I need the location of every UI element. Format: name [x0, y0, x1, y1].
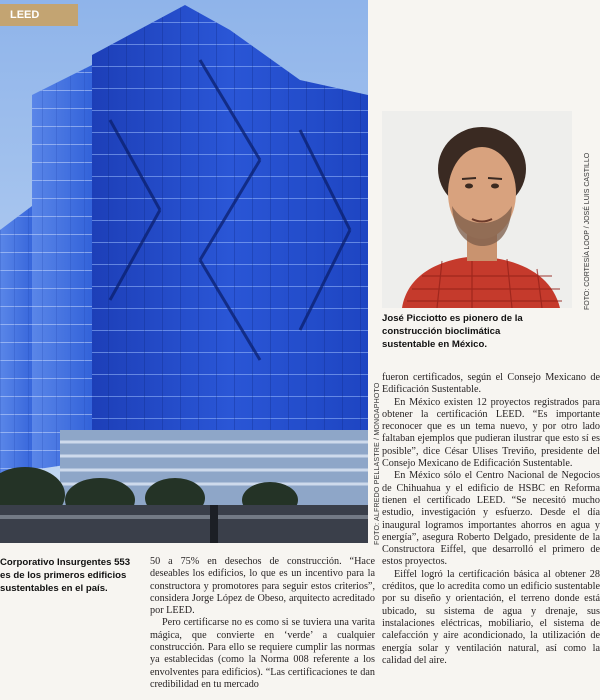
- paragraph: Eiffel logró la certificación básica al obtener 28 créditos, que lo acredita como un edificio sustentable por su diseño y orientación, el terreno donde está ubicado, su sistema de agua y drenaje, sus instalaciones eléctricas, mobiliario, el sistema de calefacción y aire acondicionado, la utilización de energía solar y ventilación natural, así como la calidad del aire.: [382, 568, 600, 666]
- building-illustration: [0, 0, 368, 543]
- paragraph: 50 a 75% en desechos de construcción. “Hace deseables los edificios, lo que es un incentivo para la constructora y promotores para seguir estos criterios”, considera Jorge López de Obeso, arquitecto acreditado por LEED.: [150, 556, 375, 617]
- portrait-illustration: [382, 111, 572, 308]
- paragraph: fueron certificados, según el Consejo Mexicano de Edificación Sustentable.: [382, 372, 600, 396]
- photo-credit-portrait: [574, 152, 591, 310]
- photo-credit-main-text: FOTO: ALFREDO PELLASTRE / MONOAPHOTO: [374, 382, 381, 545]
- photo-credit-portrait-text: FOTO: CORTESÍA LOOP / JOSÉ LUIS CASTILLO: [584, 152, 591, 310]
- paragraph: Pero certificarse no es como si se tuviera una varita mágica, que convierte en ‘verde’ a cualquier construcción. Para ello se requiere cumplir las normas ya establecidas (como la Norma 008 referente a los envolventes para edificios). “Las certificaciones te dan credibilidad en tu mercado: [150, 617, 375, 690]
- building-caption: Corporativo Insurgentes 553 es de los primeros edificios sustentables en el país.: [0, 557, 131, 594]
- paragraph: En México sólo el Centro Nacional de Negocios de Chihuahua y el edificio de HSBC en Reforma tienen el certificado LEED. “Se necesitó mucho estudio, investigación y esfuerzo. Desde el día inaugural logramos importantes ahorros en agua y energía”, asegura Roberto Delgado, presidente de la Constructora Eiffel, que desarrolló el primero de estos proyectos.: [382, 470, 600, 568]
- portrait-photo: [382, 111, 572, 308]
- building-photo: [0, 0, 368, 543]
- photo-credit-main: [364, 382, 381, 545]
- article-column-right: [382, 372, 600, 667]
- paragraph: En México existen 12 proyectos registrados para obtener la certificación LEED. “Es importante reconocer que es un tema nuevo, y por otro lado faltaban ejemplos que pudieran ilustrar que esto sí es posible”, dice César Ulises Treviño, presidente del Consejo Mexicano de Edificación Sustentable.: [382, 396, 600, 470]
- portrait-caption: José Picciotto es pionero de la construcción bioclimática sustentable en México.: [382, 313, 523, 350]
- article-column-left: [150, 556, 375, 691]
- section-tag: LEED: [0, 4, 78, 26]
